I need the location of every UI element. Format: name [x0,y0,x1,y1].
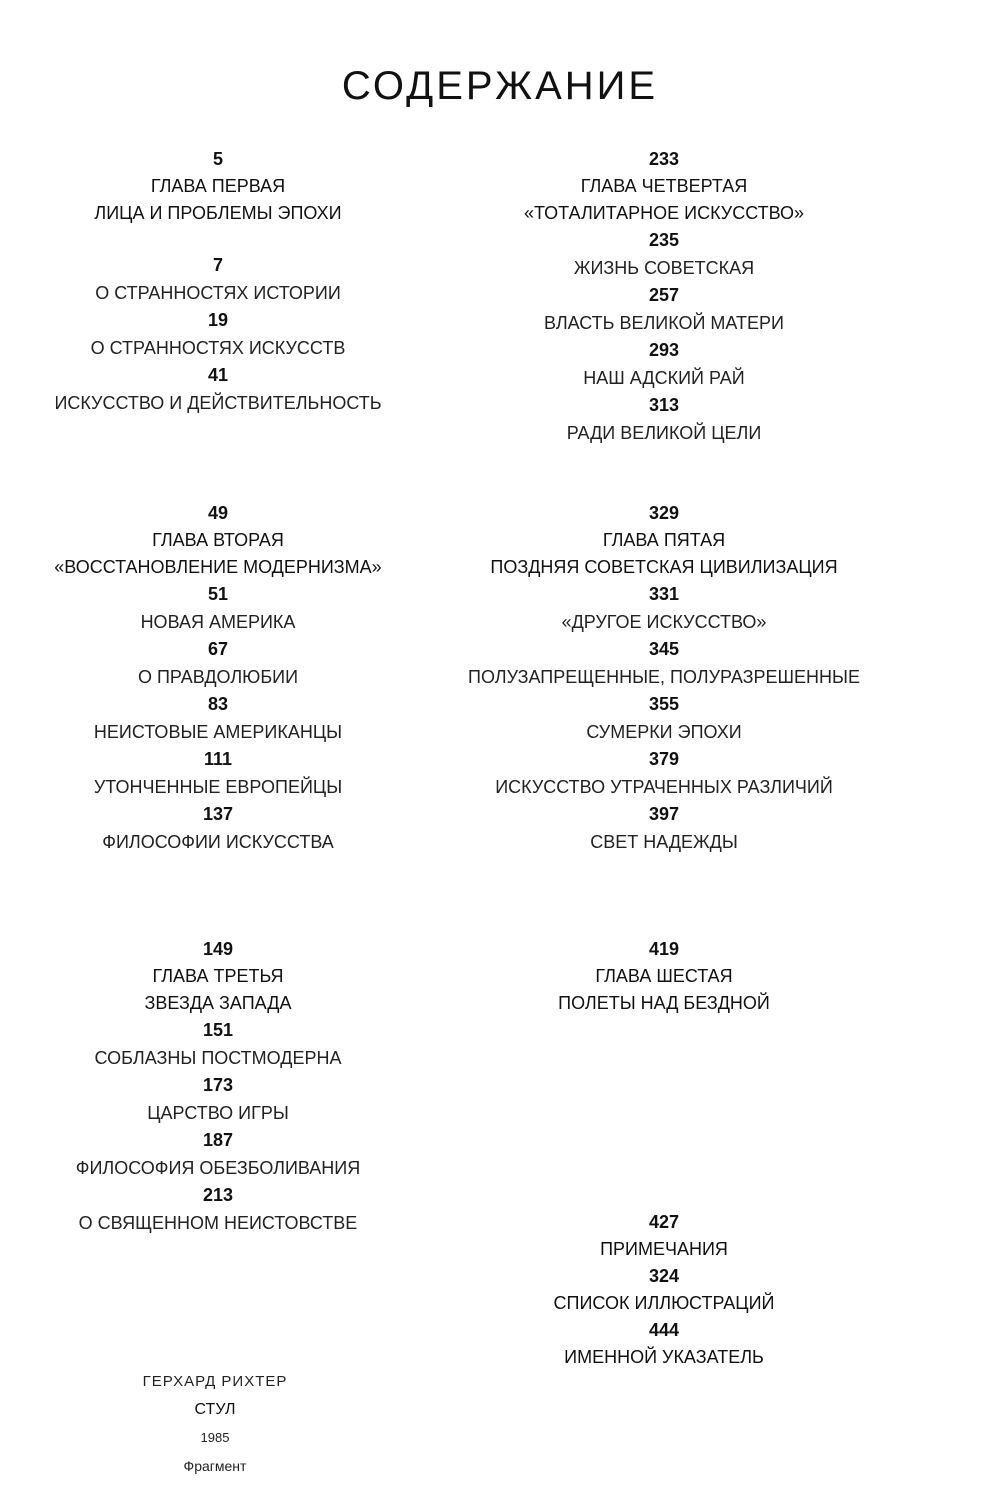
section-title[interactable]: ФИЛОСОФИИ ИСКУССТВА [102,832,334,852]
section-page-number[interactable]: 345 [648,639,680,659]
section-title[interactable]: УТОНЧЕННЫЕ ЕВРОПЕЙЦЫ [93,777,343,797]
chapter-3-block [0,936,448,1237]
section-title[interactable]: НЕИСТОВЫЕ АМЕРИКАНЦЫ [93,722,343,742]
section-title[interactable]: НОВАЯ АМЕРИКА [140,612,296,632]
page-title: СОДЕРЖАНИЕ [341,64,659,108]
section-page-number[interactable]: 83 [207,694,229,714]
chapter-page-number[interactable]: 5 [212,149,223,169]
chapter-page-number[interactable]: 329 [648,503,680,523]
section-title[interactable]: СВЕТ НАДЕЖДЫ [590,832,738,852]
section-page-number[interactable]: 313 [648,395,680,415]
chapter-title[interactable]: «ВОССТАНОВЛЕНИЕ МОДЕРНИЗМА» [54,557,382,577]
section-title[interactable]: СОБЛАЗНЫ ПОСТМОДЕРНА [94,1048,342,1068]
section-page-number[interactable]: 51 [207,584,229,604]
section-title[interactable]: О СВЯЩЕННОМ НЕИСТОВСТВЕ [78,1213,358,1233]
section-title[interactable]: О СТРАННОСТЯХ ИСТОРИИ [95,283,341,303]
caption-note: Фрагмент [183,1458,247,1474]
chapter-page-number[interactable]: 419 [648,939,680,959]
chapter-6-block [434,936,894,1017]
chapter-label[interactable]: ГЛАВА ЧЕТВЕРТАЯ [580,176,748,196]
chapter-title[interactable]: ПОЗДНЯЯ СОВЕТСКАЯ ЦИВИЛИЗАЦИЯ [490,557,838,577]
chapter-4-block [434,146,894,447]
chapter-2-block [0,500,448,856]
chapter-1-block [0,146,448,417]
section-title[interactable]: СУМЕРКИ ЭПОХИ [586,722,742,742]
chapter-page-number[interactable]: 149 [202,939,234,959]
chapter-title[interactable]: ЛИЦА И ПРОБЛЕМЫ ЭПОХИ [94,203,342,223]
chapter-title[interactable]: ПОЛЕТЫ НАД БЕЗДНОЙ [558,993,770,1013]
section-page-number[interactable]: 111 [203,749,233,769]
section-title[interactable]: ВЛАСТЬ ВЕЛИКОЙ МАТЕРИ [544,313,784,333]
chapter-label[interactable]: ГЛАВА ТРЕТЬЯ [152,966,284,986]
section-title[interactable]: «ДРУГОЕ ИСКУССТВО» [561,612,767,632]
section-page-number[interactable]: 293 [648,340,680,360]
section-title[interactable]: ПОЛУЗАПРЕЩЕННЫЕ, ПОЛУРАЗРЕШЕННЫЕ [468,667,860,687]
section-page-number[interactable]: 257 [648,285,680,305]
caption-year: 1985 [200,1430,230,1445]
caption-artist: ГЕРХАРД РИХТЕР [142,1373,288,1390]
section-title[interactable]: ЦАРСТВО ИГРЫ [147,1103,289,1123]
back-matter-page-number[interactable]: 324 [648,1266,680,1286]
section-page-number[interactable]: 137 [202,804,234,824]
section-title[interactable]: ИСКУССТВО И ДЕЙСТВИТЕЛЬНОСТЬ [54,393,382,413]
back-matter-page-number[interactable]: 427 [648,1212,680,1232]
back-matter-block [434,1209,894,1371]
section-title[interactable]: О ПРАВДОЛЮБИИ [137,667,299,687]
chapter-title[interactable]: ЗВЕЗДА ЗАПАДА [144,993,292,1013]
section-page-number[interactable]: 379 [648,749,680,769]
section-title[interactable]: ФИЛОСОФИЯ ОБЕЗБОЛИВАНИЯ [75,1158,361,1178]
section-title[interactable]: ИСКУССТВО УТРАЧЕННЫХ РАЗЛИЧИЙ [495,777,833,797]
chapter-label[interactable]: ГЛАВА ПЕРВАЯ [150,176,286,196]
section-page-number[interactable]: 173 [202,1075,234,1095]
section-page-number[interactable]: 235 [648,230,680,250]
section-title[interactable]: РАДИ ВЕЛИКОЙ ЦЕЛИ [566,423,762,443]
caption-work-title: СТУЛ [194,1401,236,1418]
section-title[interactable]: ЖИЗНЬ СОВЕТСКАЯ [573,258,755,278]
section-title[interactable]: О СТРАННОСТЯХ ИСКУССТВ [90,338,346,358]
chapter-label[interactable]: ГЛАВА ШЕСТАЯ [595,966,733,986]
chapter-5-block [434,500,894,856]
section-page-number[interactable]: 151 [202,1020,234,1040]
back-matter-page-number[interactable]: 444 [648,1320,680,1340]
illustration-caption [100,1368,330,1480]
chapter-title[interactable]: «ТОТАЛИТАРНОЕ ИСКУССТВО» [523,203,805,223]
back-matter-title[interactable]: ПРИМЕЧАНИЯ [600,1239,728,1259]
back-matter-title[interactable]: ИМЕННОЙ УКАЗАТЕЛЬ [564,1347,764,1367]
section-title[interactable]: НАШ АДСКИЙ РАЙ [583,368,745,388]
section-page-number[interactable]: 67 [207,639,229,659]
chapter-page-number[interactable]: 233 [648,149,680,169]
chapter-page-number[interactable]: 49 [207,503,229,523]
section-page-number[interactable]: 41 [207,365,229,385]
section-page-number[interactable]: 187 [202,1130,234,1150]
section-page-number[interactable]: 397 [648,804,680,824]
section-page-number[interactable]: 355 [648,694,680,714]
chapter-label[interactable]: ГЛАВА ПЯТАЯ [602,530,726,550]
section-page-number[interactable]: 19 [207,310,229,330]
section-page-number[interactable]: 213 [202,1185,234,1205]
section-page-number[interactable]: 7 [212,255,223,275]
back-matter-title[interactable]: СПИСОК ИЛЛЮСТРАЦИЙ [553,1293,775,1313]
section-page-number[interactable]: 331 [648,584,680,604]
chapter-label[interactable]: ГЛАВА ВТОРАЯ [152,530,284,550]
